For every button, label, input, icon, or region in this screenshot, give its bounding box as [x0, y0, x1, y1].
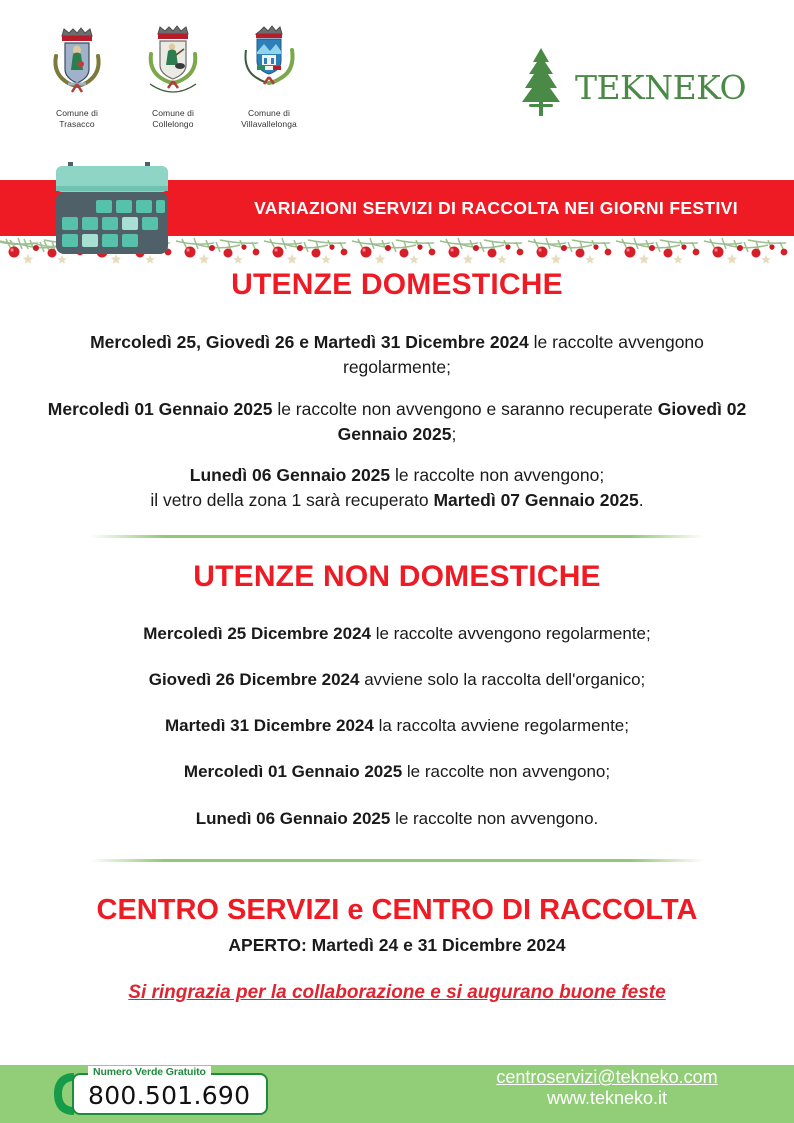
crest-item	[226, 22, 312, 131]
crest-label-line1: Comune di	[55, 108, 98, 118]
crest-label-line2: Villavallelonga	[241, 119, 297, 130]
non-domestic-line-date: Lunedì 06 Gennaio 2025	[195, 808, 391, 828]
crest-item	[130, 22, 216, 131]
domestic-line-1-date: Mercoledì 25, Giovedì 26 e Martedì 31 Dicembre 2024	[90, 332, 529, 352]
non-domestic-line-text: le raccolte non avvengono.	[390, 808, 599, 828]
coat-of-arms-villavallelonga-icon	[226, 22, 312, 106]
domestic-lines	[40, 330, 754, 513]
non-domestic-line	[40, 807, 754, 831]
contact-website[interactable]: www.tekneko.it	[546, 1087, 668, 1108]
domestic-line-2-text2: ;	[451, 423, 457, 444]
domestic-line-1-text: le raccolte avvengono regolarmente;	[343, 332, 704, 377]
phone-number: 800.501.690	[88, 1081, 251, 1110]
tekneko-logo	[515, 46, 746, 120]
green-number-box	[52, 1066, 268, 1117]
thanks-message: Si ringrazia per la collaborazione e si augurano buone feste	[128, 981, 666, 1003]
centro-servizi-hours: APERTO: Martedì 24 e 31 Dicembre 2024	[228, 934, 566, 955]
contact-email[interactable]: centroservizi@tekneko.com	[496, 1067, 718, 1087]
calendar-icon	[38, 160, 190, 258]
domestic-line-2-date2: Giovedì 02 Gennaio 2025	[337, 398, 747, 444]
non-domestic-line-text: le raccolte non avvengono;	[402, 762, 611, 782]
banner	[0, 172, 794, 248]
municipal-crests	[34, 22, 312, 131]
crest-label	[226, 108, 312, 131]
banner-title: VARIAZIONI SERVIZI DI RACCOLTA NEI GIORNI FESTIVI	[254, 197, 738, 218]
brand-name: tekneko	[574, 55, 746, 111]
domestic-line-2-text: le raccolte non avvengono e saranno recuperate	[272, 398, 658, 419]
green-number-label: Numero Verde Gratuito	[88, 1066, 211, 1078]
non-domestic-line-text: le raccolte avvengono regolarmente;	[371, 624, 651, 644]
crest-label-line1: Comune di	[151, 108, 194, 118]
crest-label-line2: Collelongo	[152, 119, 194, 130]
domestic-line-3	[40, 463, 754, 513]
non-domestic-line-date: Martedì 31 Dicembre 2024	[165, 716, 374, 736]
page-header	[0, 0, 794, 172]
non-domestic-line-date: Mercoledì 01 Gennaio 2025	[183, 762, 403, 782]
domestic-line-3-text3: .	[638, 490, 644, 511]
divider-first	[90, 535, 704, 538]
section-title-non-domestic: UTENZE NON DOMESTICHE	[193, 560, 601, 594]
non-domestic-line	[40, 668, 754, 692]
page-footer	[0, 1065, 794, 1123]
non-domestic-lines	[40, 622, 754, 831]
domestic-line-3-date2: Martedì 07 Gennaio 2025	[433, 490, 639, 511]
domestic-line-1	[40, 330, 754, 380]
non-domestic-line	[40, 760, 754, 784]
non-domestic-line-text: avviene solo la raccolta dell'organico;	[359, 670, 646, 690]
pine-tree-icon	[515, 46, 567, 120]
divider-second	[90, 859, 704, 862]
domestic-line-3-text2: il vetro della zona 1 sarà recuperato	[150, 490, 434, 511]
crest-item	[34, 22, 120, 131]
non-domestic-line-date: Giovedì 26 Dicembre 2024	[148, 670, 360, 690]
non-domestic-line	[40, 622, 754, 646]
crest-label-line1: Comune di	[247, 108, 290, 118]
non-domestic-line-text: la raccolta avviene regolarmente;	[373, 716, 629, 736]
non-domestic-line	[40, 714, 754, 738]
domestic-line-3-text: le raccolte non avvengono;	[390, 465, 605, 486]
domestic-line-3-date: Lunedì 06 Gennaio 2025	[189, 465, 391, 486]
coat-of-arms-trasacco-icon	[34, 22, 120, 106]
domestic-line-2-date: Mercoledì 01 Gennaio 2025	[47, 398, 273, 419]
non-domestic-line-date: Mercoledì 25 Dicembre 2024	[143, 624, 371, 644]
crest-label	[34, 108, 120, 131]
phone-number-card	[72, 1066, 268, 1115]
coat-of-arms-collelongo-icon	[130, 22, 216, 106]
domestic-line-2	[40, 397, 754, 447]
footer-contacts	[420, 1067, 794, 1108]
section-title-domestic: UTENZE DOMESTICHE	[231, 268, 563, 301]
centro-servizi-title: CENTRO SERVIZI e CENTRO DI RACCOLTA	[96, 893, 698, 926]
main-content	[0, 268, 794, 1004]
crest-label	[130, 108, 216, 131]
crest-label-line2: Trasacco	[59, 119, 95, 130]
